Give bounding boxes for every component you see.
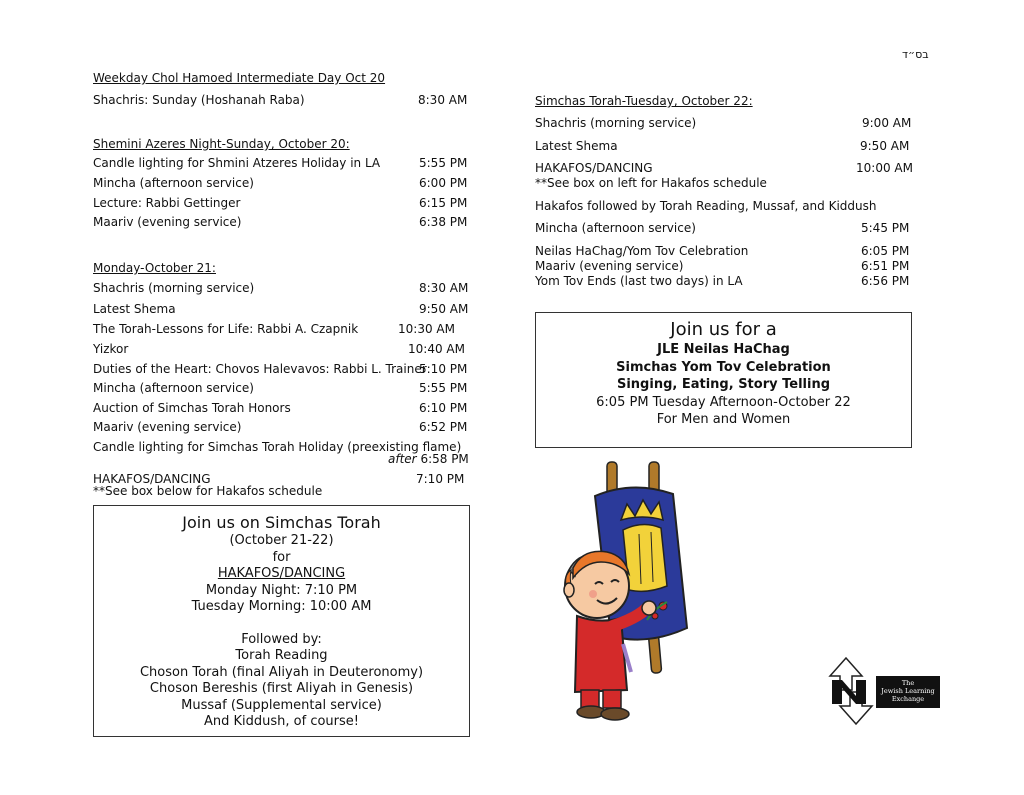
schedule-time: 5:55 PM [419, 156, 468, 170]
jle-logo-line: The [901, 679, 915, 687]
box-dates: (October 21-22) [229, 533, 334, 548]
schedule-label: Maariv (evening service) [535, 259, 684, 273]
schedule-label: Yom Tov Ends (last two days) in LA [535, 274, 743, 288]
schedule-label: The Torah-Lessons for Life: Rabbi A. Czapnik [93, 322, 359, 336]
schedule-label: Candle lighting for Shmini Atzeres Holiday in LA [93, 156, 381, 170]
schedule-label: Latest Shema [535, 139, 618, 153]
box-item: Torah Reading [235, 648, 328, 663]
box-item: Mussaf (Supplemental service) [181, 697, 382, 713]
schedule-time: 10:40 AM [408, 342, 465, 356]
schedule-time: 6:51 PM [861, 259, 910, 273]
simchas-tuesday-heading: Simchas Torah-Tuesday, October 22: [535, 94, 753, 108]
box-hakafos: HAKAFOS/DANCING [217, 566, 346, 581]
box-line: JLE Neilas HaChag [657, 342, 790, 357]
schedule-time: 9:00 AM [862, 116, 912, 130]
candle-simchas-label: Candle lighting for Simchas Torah Holiday (preexisting flame) [93, 440, 462, 454]
schedule-time: 10:30 AM [398, 322, 455, 336]
schedule-label: Shachris: Sunday (Hoshanah Raba) [93, 93, 305, 107]
schedule-time: 9:50 AM [419, 302, 469, 316]
shemini-heading: Shemini Azeres Night-Sunday, October 20: [93, 137, 350, 151]
box-for: for [272, 549, 291, 565]
schedule-label: HAKAFOS/DANCING [535, 161, 653, 175]
jle-logo-text-block [876, 676, 940, 708]
schedule-time: 6:38 PM [419, 215, 468, 229]
box-item: Choson Torah (final Aliyah in Deuteronomy) [139, 664, 424, 680]
schedule-label: Neilas HaChag/Yom Tov Celebration [535, 244, 749, 258]
schedule-time: 9:50 AM [860, 139, 910, 153]
jle-logo [816, 656, 946, 726]
schedule-time: 6:56 PM [861, 274, 910, 288]
box-title: Join us on Simchas Torah [182, 513, 381, 532]
schedule-label: Mincha (afternoon service) [93, 381, 254, 395]
schedule-time: 10:00 AM [856, 161, 913, 175]
hakafos-note: **See box below for Hakafos schedule [93, 484, 323, 498]
hakafos-followed-text: Hakafos followed by Torah Reading, Mussaf, and Kiddush [535, 199, 877, 213]
schedule-label: Yizkor [93, 342, 129, 356]
weekday-heading: Weekday Chol Hamoed Intermediate Day Oct 20 [93, 71, 386, 85]
schedule-label: Latest Shema [93, 302, 176, 316]
monday-heading: Monday-October 21: [93, 261, 216, 275]
schedule-time: 6:52 PM [419, 420, 468, 434]
schedule-label: Duties of the Heart: Chovos Halevavos: Rabbi L. Trainer [93, 362, 427, 376]
schedule-time: 6:00 PM [419, 176, 468, 190]
jle-logo-line: Exchange [891, 695, 925, 703]
candle-after-text: after [388, 452, 417, 466]
schedule-label: Mincha (afternoon service) [93, 176, 254, 190]
bsd-header: בס״ד [902, 48, 929, 61]
right-hakafos-note: **See box on left for Hakafos schedule [535, 176, 767, 190]
schedule-time: 8:30 AM [419, 281, 469, 295]
candle-simchas-time-row [388, 452, 469, 466]
schedule-label: Maariv (evening service) [93, 420, 242, 434]
box-title: Join us for a [670, 319, 777, 340]
box-followed-by: Followed by: [241, 631, 322, 647]
box-line: Singing, Eating, Story Telling [616, 377, 830, 392]
schedule-label: Auction of Simchas Torah Honors [93, 401, 291, 415]
schedule-label: Shachris (morning service) [535, 116, 697, 130]
candle-simchas-time: 6:58 PM [420, 452, 469, 466]
box-line: Simchas Yom Tov Celebration [616, 359, 831, 375]
schedule-time: 8:30 AM [418, 93, 468, 107]
schedule-time: 5:55 PM [419, 381, 468, 395]
hakafos-label: HAKAFOS/DANCING [93, 472, 211, 486]
box-monday-night: Monday Night: 7:10 PM [205, 582, 358, 598]
box-item: Choson Bereshis (first Aliyah in Genesis) [149, 681, 414, 696]
schedule-label: Shachris (morning service) [93, 281, 255, 295]
box-tuesday-morning: Tuesday Morning: 10:00 AM [191, 599, 372, 614]
hakafos-time: 7:10 PM [416, 472, 465, 486]
schedule-time: 5:45 PM [861, 221, 910, 235]
jle-logo-line: Jewish Learning [881, 687, 935, 695]
neilas-hachag-box [535, 312, 912, 448]
schedule-time: 5:10 PM [419, 362, 468, 376]
schedule-time: 6:10 PM [419, 401, 468, 415]
schedule-label: Lecture: Rabbi Gettinger [93, 196, 241, 210]
schedule-time: 6:15 PM [419, 196, 468, 210]
boy-holding-torah-illustration [555, 458, 705, 723]
box-item: And Kiddush, of course! [203, 714, 359, 729]
box-line: For Men and Women [656, 412, 791, 427]
schedule-label: Maariv (evening service) [93, 215, 242, 229]
schedule-time: 6:05 PM [861, 244, 910, 258]
schedule-label: Mincha (afternoon service) [535, 221, 696, 235]
box-line: 6:05 PM Tuesday Afternoon-October 22 [596, 394, 851, 410]
simchas-torah-box [93, 505, 470, 737]
